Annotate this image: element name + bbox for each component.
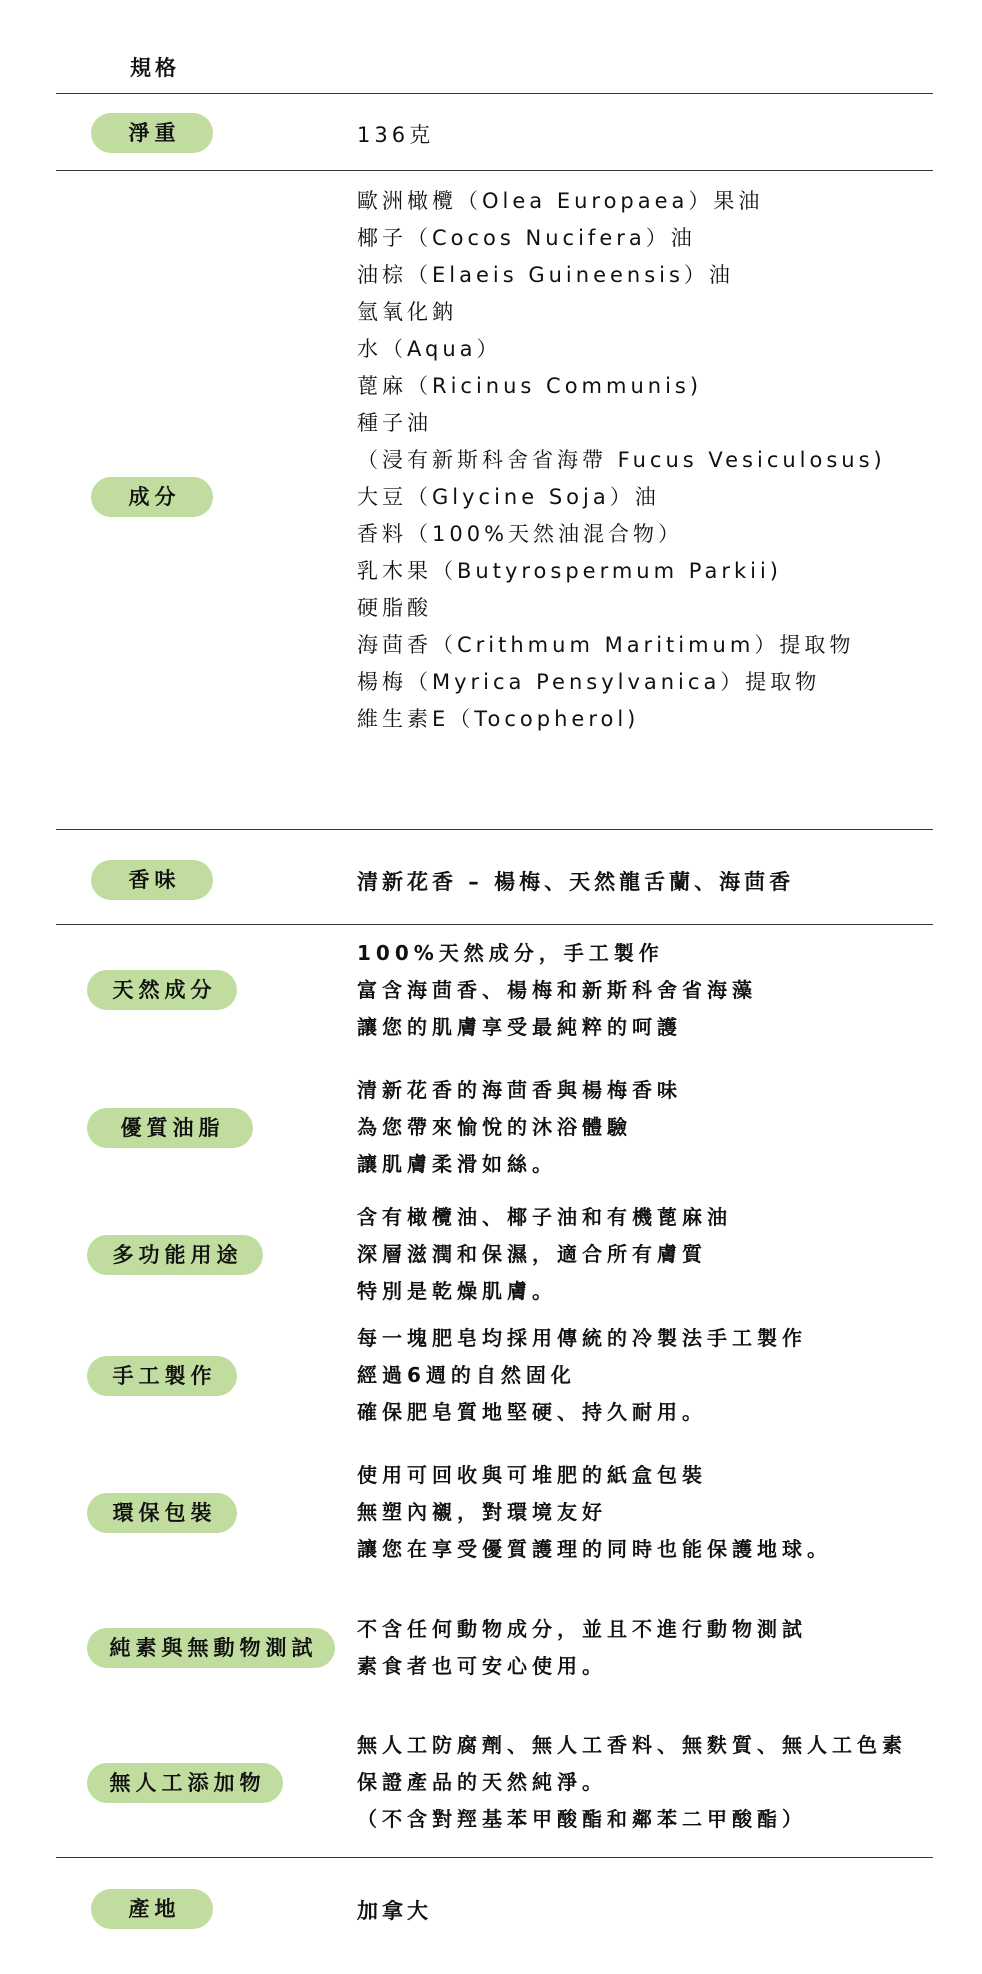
feature-lines-oils bbox=[357, 1072, 682, 1183]
feature-label-no-additives: 無人工添加物 bbox=[87, 1763, 283, 1803]
ingredient-item: 氫氧化鈉 bbox=[357, 300, 457, 324]
feature-line: 含有橄欖油、椰子油和有機蓖麻油 bbox=[357, 1205, 732, 1229]
ingredient-item: 種子油 bbox=[357, 411, 432, 435]
feature-line: 不含任何動物成分，並且不進行動物測試 bbox=[357, 1617, 807, 1641]
feature-label-eco-packaging: 環保包裝 bbox=[87, 1493, 237, 1533]
feature-line: 使用可回收與可堆肥的紙盒包裝 bbox=[357, 1463, 707, 1487]
divider bbox=[56, 924, 933, 925]
feature-line: 確保肥皂質地堅硬、持久耐用。 bbox=[357, 1400, 707, 1424]
feature-line: （不含對羥基苯甲酸酯和鄰苯二甲酸酯） bbox=[357, 1807, 807, 1831]
feature-label-vegan: 純素與無動物測試 bbox=[87, 1628, 335, 1668]
feature-line: 特別是乾燥肌膚。 bbox=[357, 1279, 557, 1303]
net-weight-label: 淨重 bbox=[91, 113, 213, 153]
ingredient-item: 硬脂酸 bbox=[357, 596, 432, 620]
divider bbox=[56, 829, 933, 830]
ingredient-item: 水（Aqua） bbox=[357, 337, 502, 361]
spec-heading: 規格 bbox=[130, 56, 180, 80]
feature-line: 深層滋潤和保濕，適合所有膚質 bbox=[357, 1242, 707, 1266]
feature-line: 讓您的肌膚享受最純粹的呵護 bbox=[357, 1015, 682, 1039]
ingredient-item: 椰子（Cocos Nucifera）油 bbox=[357, 226, 696, 250]
divider bbox=[56, 170, 933, 171]
feature-line: 為您帶來愉悅的沐浴體驗 bbox=[357, 1115, 632, 1139]
feature-lines-natural bbox=[357, 935, 757, 1046]
ingredient-item: 楊梅（Myrica Pensylvanica）提取物 bbox=[357, 670, 821, 694]
feature-line: 讓肌膚柔滑如絲。 bbox=[357, 1152, 557, 1176]
feature-label-oils: 優質油脂 bbox=[87, 1108, 253, 1148]
ingredient-item: 歐洲橄欖（Olea Europaea）果油 bbox=[357, 189, 764, 213]
feature-lines-handmade bbox=[357, 1320, 807, 1431]
feature-line: 無塑內襯，對環境友好 bbox=[357, 1500, 607, 1524]
ingredient-item: 油棕（Elaeis Guineensis）油 bbox=[357, 263, 734, 287]
ingredients-list bbox=[357, 183, 886, 738]
scent-value: 清新花香 – 楊梅、天然龍舌蘭、海茴香 bbox=[357, 870, 795, 894]
ingredients-label: 成分 bbox=[91, 477, 213, 517]
feature-line: 讓您在享受優質護理的同時也能保護地球。 bbox=[357, 1537, 832, 1561]
ingredient-item: 維生素E（Tocopherol) bbox=[357, 707, 640, 731]
feature-line: 無人工防腐劑、無人工香料、無麩質、無人工色素 bbox=[357, 1733, 907, 1757]
feature-line: 經過6週的自然固化 bbox=[357, 1363, 576, 1387]
feature-lines-no-additives bbox=[357, 1727, 907, 1838]
ingredient-item: （浸有新斯科舍省海帶 Fucus Vesiculosus) bbox=[357, 448, 886, 472]
feature-lines-multipurpose bbox=[357, 1199, 732, 1310]
feature-label-handmade: 手工製作 bbox=[87, 1356, 237, 1396]
origin-value: 加拿大 bbox=[357, 1899, 432, 1923]
ingredient-item: 香料（100%天然油混合物） bbox=[357, 522, 684, 546]
feature-line: 100%天然成分，手工製作 bbox=[357, 941, 664, 965]
feature-line: 素食者也可安心使用。 bbox=[357, 1654, 607, 1678]
feature-line: 清新花香的海茴香與楊梅香味 bbox=[357, 1078, 682, 1102]
ingredient-item: 乳木果（Butyrospermum Parkii) bbox=[357, 559, 782, 583]
feature-label-natural: 天然成分 bbox=[87, 970, 237, 1010]
feature-line: 保證產品的天然純淨。 bbox=[357, 1770, 607, 1794]
ingredient-item: 大豆（Glycine Soja）油 bbox=[357, 485, 660, 509]
ingredient-item: 海茴香（Crithmum Maritimum）提取物 bbox=[357, 633, 855, 657]
divider bbox=[56, 1857, 933, 1858]
divider bbox=[56, 93, 933, 94]
feature-lines-eco-packaging bbox=[357, 1457, 832, 1568]
scent-label: 香味 bbox=[91, 860, 213, 900]
origin-label: 產地 bbox=[91, 1889, 213, 1929]
feature-lines-vegan bbox=[357, 1611, 807, 1685]
net-weight-value: 136克 bbox=[357, 123, 435, 147]
ingredient-item: 蓖麻（Ricinus Communis) bbox=[357, 374, 703, 398]
feature-line: 富含海茴香、楊梅和新斯科舍省海藻 bbox=[357, 978, 757, 1002]
feature-label-multipurpose: 多功能用途 bbox=[87, 1235, 263, 1275]
feature-line: 每一塊肥皂均採用傳統的冷製法手工製作 bbox=[357, 1326, 807, 1350]
